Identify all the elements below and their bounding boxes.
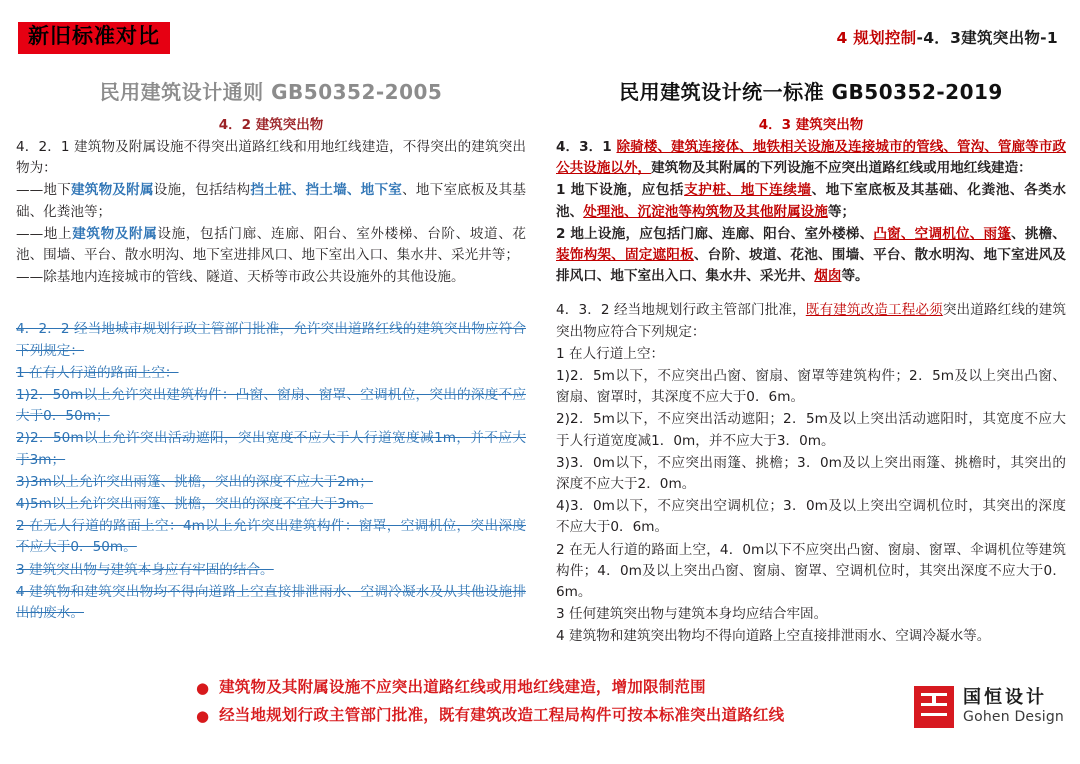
old-section-heading: 4．2 建筑突出物 <box>218 117 324 133</box>
clause-run: 既有建筑改造工程必须 <box>805 302 943 319</box>
new-standard-column <box>540 62 1080 662</box>
deleted-clause-text: 4．2．2 经当地城市规划行政主管部门批准，允许突出道路红线的建筑突出物应符合下列规定： <box>16 321 526 359</box>
deleted-clause-text: 3 建筑突出物与建筑本身应有牢固的结合。 <box>16 561 274 578</box>
summary-bullet-text: 建筑物及其附属设施不应突出道路红线或用地红线建造，增加限制范围 <box>219 678 706 696</box>
summary-bullet-row <box>196 706 896 725</box>
deleted-clause-text: 2)2．50m以上允许突出活动遮阳，突出宽度不应大于人行道宽度减1m，并不应大于3m； <box>16 430 526 468</box>
clause-run: 突出道路红线的建筑突出物应符合下列规定： <box>556 302 1067 340</box>
breadcrumb-section: -4．3建筑突出物-1 <box>916 29 1058 47</box>
clause-paragraph <box>556 137 1066 179</box>
deleted-clause-text: 4)5m以上允许突出雨篷、挑檐，突出的深度不宜大于3m。 <box>16 496 373 513</box>
deleted-clause-text: 1 在有人行道的路面上空： <box>16 364 179 381</box>
clause-run: 装饰构架、固定遮阳板 <box>556 247 694 264</box>
page-header <box>0 0 1080 60</box>
clause-run: 、台阶、坡道、花池、围墙、平台、散水明沟、地下室进风及排风口、地下室出入口、集水井、采光井、 <box>556 247 1066 285</box>
deleted-clause-paragraph <box>16 560 526 581</box>
clause-run: 等； <box>827 203 856 220</box>
clause-run: 2 地上设施，应包括门廊、连廊、阳台、室外楼梯、 <box>556 225 874 242</box>
bullet-dot-icon: ● <box>196 706 210 725</box>
clause-run: 1 在人行道上空： <box>556 345 665 362</box>
clause-run: 支护桩、地下连续墙 <box>684 182 812 199</box>
comparison-columns <box>0 62 1080 662</box>
deleted-clause-paragraph <box>16 363 526 384</box>
clause-run: 凸窗、空调机位、雨篷 <box>873 225 1012 242</box>
clause-run: 4．2．1 建筑物及附属设施不得突出道路红线和用地红线建造，不得突出的建筑突出物为： <box>16 139 526 177</box>
clause-run: 处理池、沉淀池等构筑物及其他附属设施 <box>583 203 828 220</box>
clause-run: 1 地下设施，应包括 <box>556 182 685 199</box>
new-standard-title: 民用建筑设计统一标准 GB50352-2019 <box>619 80 1003 104</box>
clause-paragraph <box>556 344 1066 365</box>
logo-name-en: Gohen Design <box>963 709 1064 726</box>
old-deleted-clauses <box>16 319 526 624</box>
clause-run: 3 任何建筑突出物与建筑本身均应结合牢固。 <box>556 606 828 623</box>
deleted-clause-paragraph <box>16 494 526 515</box>
clause-run: 设施，包括结构 <box>153 182 251 199</box>
clause-paragraph <box>16 180 526 222</box>
clause-run: 2)2．5m以下，不应突出活动遮阳；2．5m及以上突出活动遮阳时，其宽度不应大于人行道宽度减1．0m，并不应大于3．0m。 <box>556 411 1066 449</box>
logo-name-cn: 国恒设计 <box>963 687 1048 709</box>
clause-run: 等。 <box>841 268 869 285</box>
breadcrumb <box>836 26 1058 48</box>
clause-run: 4．3．2 经当地规划行政主管部门批准， <box>556 302 806 319</box>
clause-run: 设施，包括门廊、连廊、阳台、室外楼梯、台阶、坡道、花池、围墙、平台、散水明沟、地下室进排风口、地下室出入口、集水井、采光井等； <box>16 225 527 264</box>
new-standard-body-1 <box>556 137 1066 287</box>
clause-paragraph <box>556 496 1066 538</box>
old-standard-title: 民用建筑设计通则 GB50352-2005 <box>99 80 443 104</box>
clause-paragraph <box>16 267 526 288</box>
clause-run: 4 建筑物和建筑突出物均不得向道路上空直接排泄雨水、空调冷凝水等。 <box>556 628 991 645</box>
summary-bullets <box>196 678 896 733</box>
old-standard-column <box>0 62 540 662</box>
clause-paragraph <box>556 300 1066 342</box>
new-standard-body-2 <box>556 300 1066 647</box>
clause-run: 4)3．0m以下，不应突出空调机位；3．0m及以上突出空调机位时，其突出的深度不应大于0．6m。 <box>556 498 1066 536</box>
old-spacer <box>16 289 526 319</box>
clause-paragraph <box>556 224 1066 288</box>
new-section-heading: 4．3 建筑突出物 <box>758 117 864 133</box>
logo-text <box>963 689 1064 725</box>
comparison-tag: 新旧标准对比 <box>18 22 170 54</box>
clause-paragraph <box>556 604 1066 625</box>
clause-run: ——地下 <box>16 182 71 199</box>
clause-paragraph <box>556 366 1066 408</box>
deleted-clause-text: 3)3m以上允许突出雨篷、挑檐，突出的深度不应大于2m； <box>16 473 373 490</box>
clause-paragraph <box>556 453 1066 495</box>
breadcrumb-chapter: 4 规划控制 <box>836 29 917 47</box>
company-logo <box>914 686 1064 728</box>
clause-paragraph <box>556 180 1066 222</box>
clause-run: 挡土桩、挡土墙、地下室 <box>250 182 403 199</box>
summary-bullet-row <box>196 678 896 697</box>
new-spacer <box>556 288 1066 300</box>
gohen-mark-icon <box>914 686 954 728</box>
clause-paragraph <box>16 137 526 179</box>
clause-run: 、地下室底板及其基础、化粪池、各类水池、 <box>556 182 1067 220</box>
bullet-dot-icon: ● <box>196 679 210 697</box>
clause-run: ——除基地内连接城市的管线、隧道、天桥等市政公共设施外的其他设施。 <box>16 269 465 286</box>
deleted-clause-paragraph <box>16 582 526 624</box>
clause-run: 建筑物及附属 <box>72 225 158 242</box>
clause-paragraph <box>556 626 1066 647</box>
clause-run: 建筑物及其附属的下列设施不应突出道路红线或用地红线建造： <box>651 160 1032 177</box>
clause-run: 3)3．0m以下，不应突出雨篷、挑檐；3．0m及以上突出雨篷、挑檐时，其突出的深度不应大于2．0m。 <box>556 454 1066 493</box>
clause-run: ——地上 <box>16 225 73 242</box>
deleted-clause-text: 1)2．50m以上允许突出建筑构件：凸窗、窗扇、窗罩、空调机位，突出的深度不应大于0．50m； <box>16 387 526 425</box>
clause-run: 4．3．1 <box>556 139 617 155</box>
clause-paragraph <box>556 409 1066 451</box>
page-footer <box>0 672 1080 764</box>
clause-run: 、地下室底板及其基础、化粪池等； <box>16 182 527 220</box>
old-standard-body <box>16 137 526 288</box>
deleted-clause-paragraph <box>16 516 526 558</box>
deleted-clause-paragraph <box>16 385 526 427</box>
summary-bullet-text: 经当地规划行政主管部门批准，既有建筑改造工程局构件可按本标准突出道路红线 <box>219 705 785 724</box>
deleted-clause-paragraph <box>16 319 526 361</box>
clause-run: 1)2．5m以下，不应突出凸窗、窗扇、窗罩等建筑构件；2．5m及以上突出凸窗、窗扇、窗罩时，其深度不应大于0．6m。 <box>556 368 1066 406</box>
clause-run: 、挑檐、 <box>1011 225 1067 242</box>
deleted-clause-paragraph <box>16 472 526 493</box>
clause-run: 建筑物及附属 <box>70 182 154 199</box>
clause-run: 烟囱 <box>814 268 842 285</box>
deleted-clause-text: 4 建筑物和建筑突出物均不得向道路上空直接排泄雨水、空调冷凝水及从其他设施排出的废水。 <box>16 583 526 622</box>
clause-run: 2 在无人行道的路面上空，4．0m以下不应突出凸窗、窗扇、窗罩、伞调机位等建筑构件；4．0m及以上突出凸窗、窗扇、窗罩、空调机位时，其突出深度不应大于0．6m。 <box>556 541 1066 601</box>
deleted-clause-paragraph <box>16 428 526 470</box>
clause-paragraph <box>16 224 526 266</box>
deleted-clause-text: 2 在无人行道的路面上空：4m以上允许突出建筑构件：窗罩，空调机位，突出深度不应大于0．50m。 <box>16 518 526 556</box>
clause-paragraph <box>556 540 1066 604</box>
clause-run: 除骑楼、建筑连接体、地铁相关设施及连接城市的管线、管沟、管廊等市政公共设施以外， <box>556 139 1067 177</box>
